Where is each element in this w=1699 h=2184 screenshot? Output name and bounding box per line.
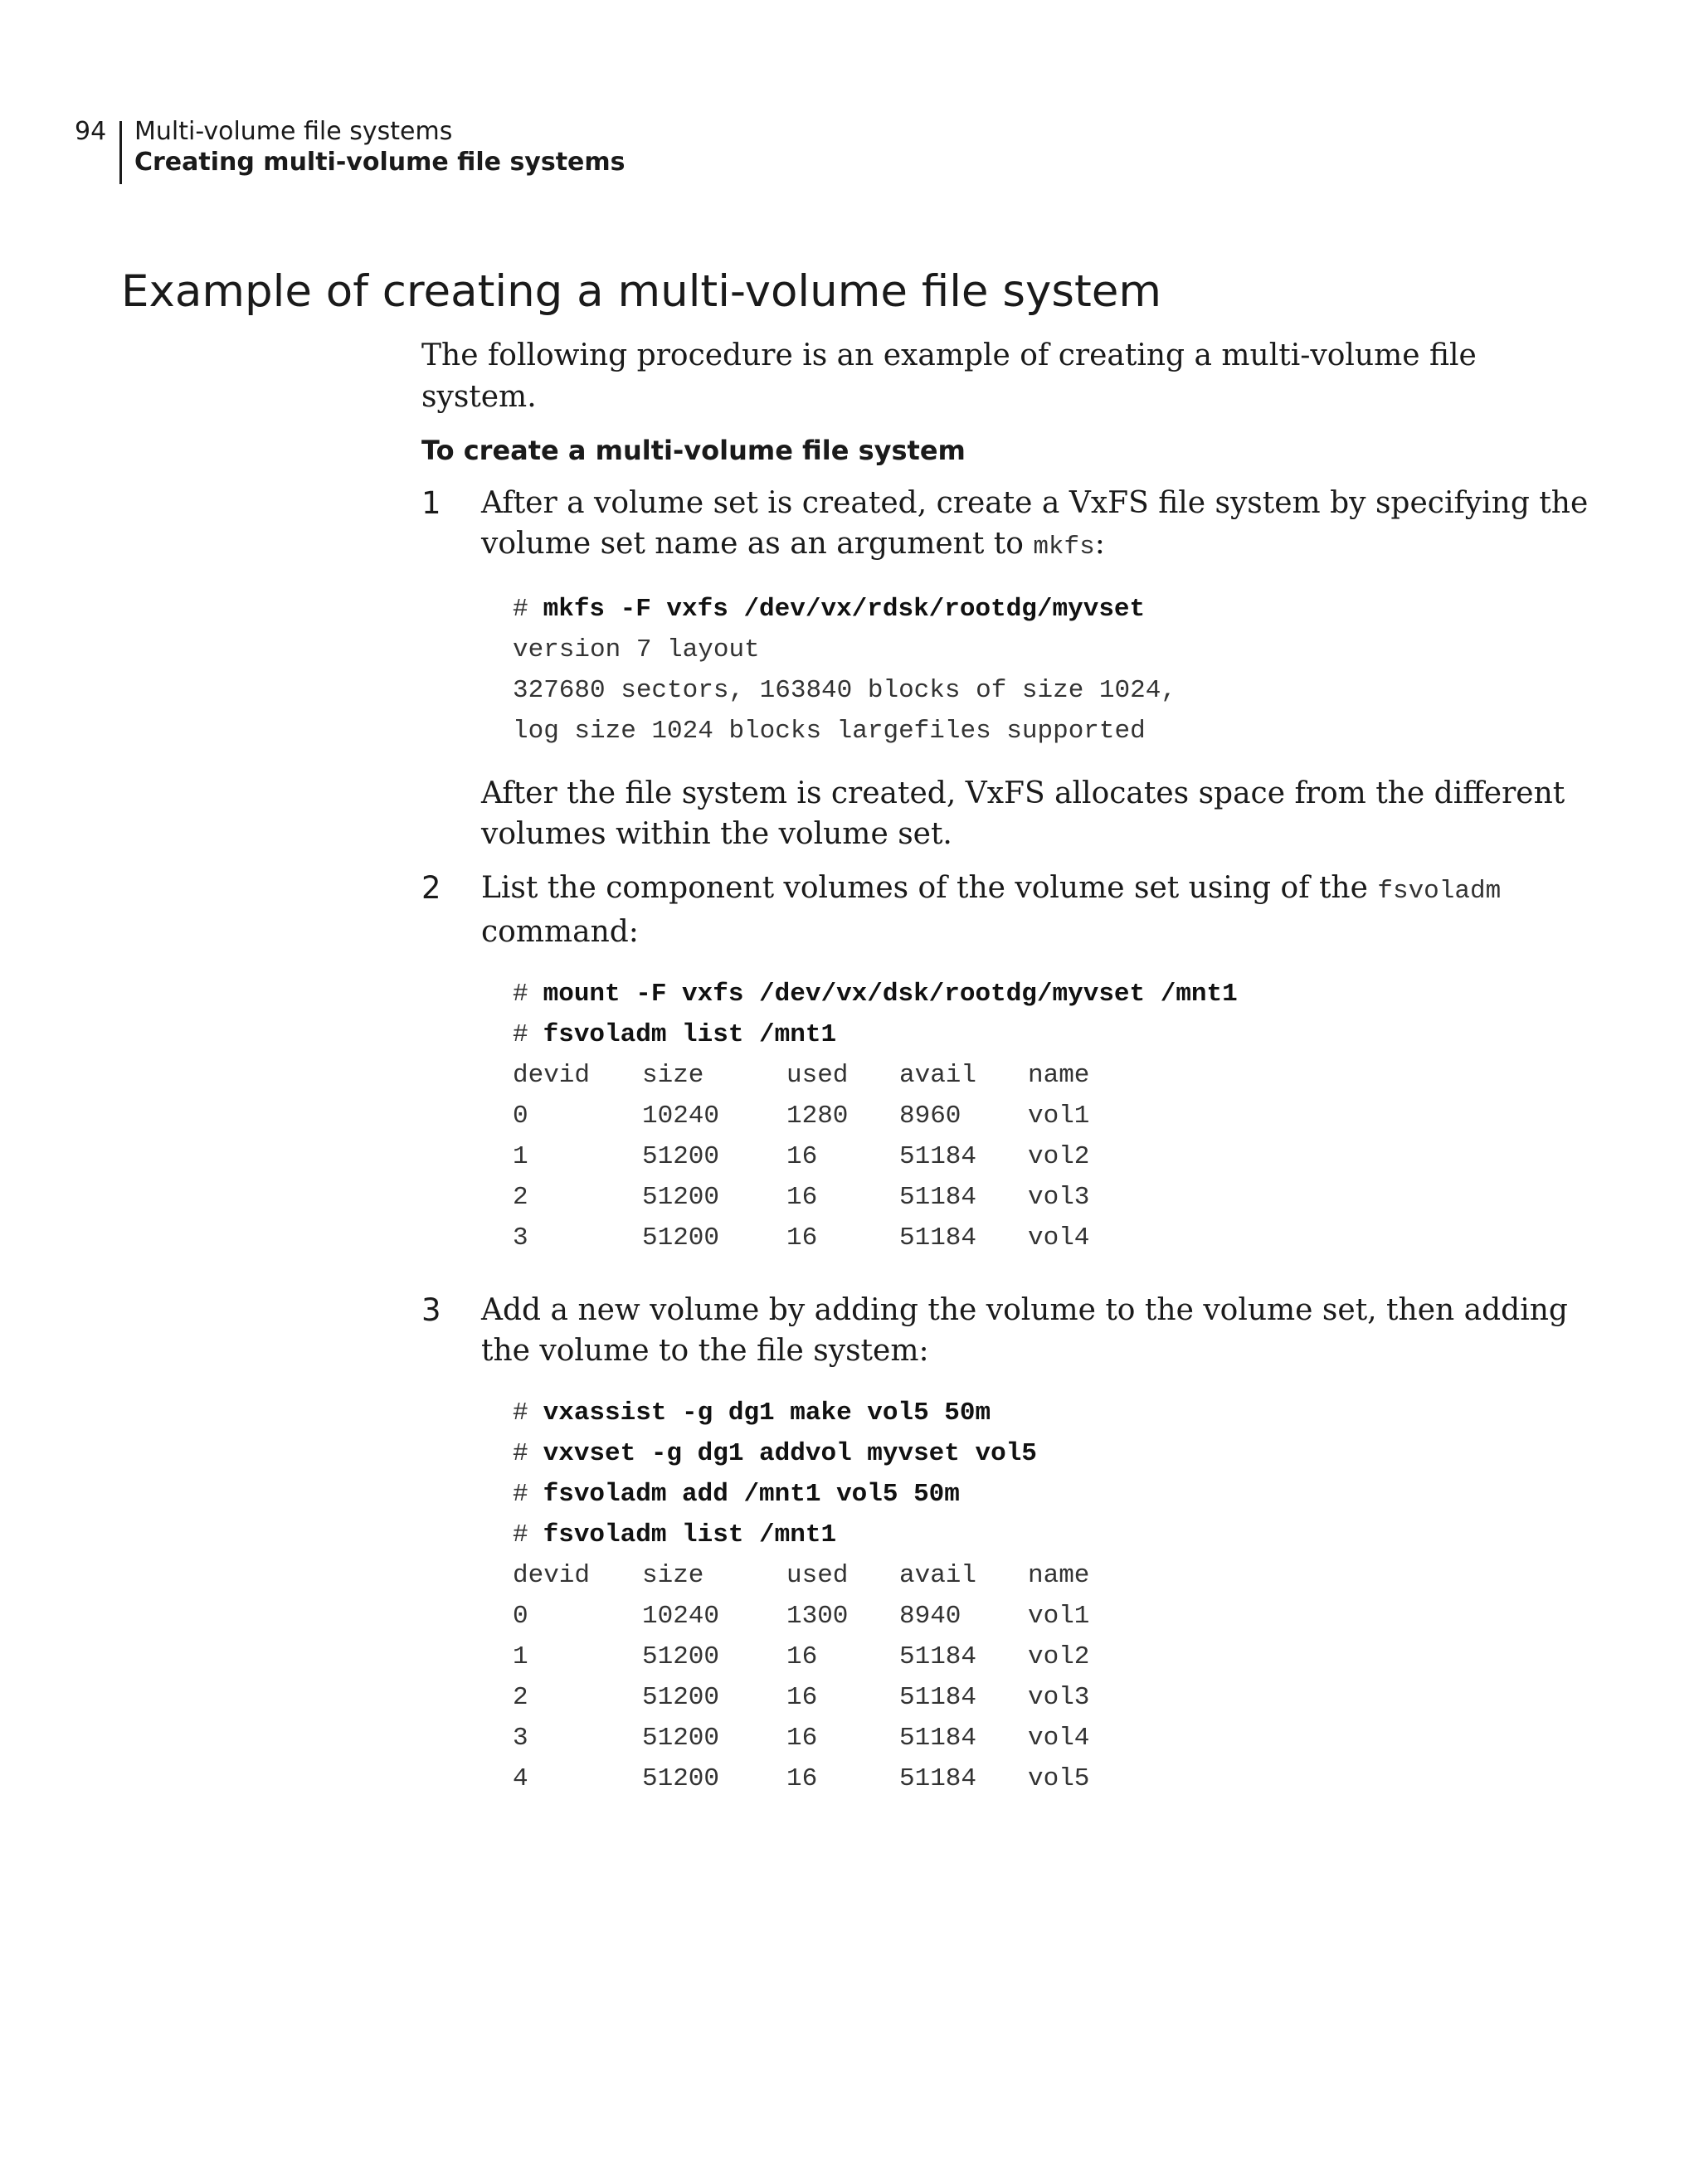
prompt: # [513,1480,528,1509]
prompt: # [513,595,528,624]
code-block [513,974,1599,1258]
table-row: 2 51200 16 51184 vol3 [513,1183,1090,1212]
prompt: # [513,1439,528,1468]
command-line [513,1433,1599,1474]
table-row: 2 51200 16 51184 vol3 [513,1683,1090,1712]
step-text: List the component volumes of the volume set using of the fsvoladm command: [481,871,1502,949]
command: fsvoladm list /mnt1 [543,1020,837,1049]
table-row: 0 10240 1280 8960 vol1 [513,1102,1090,1131]
procedure-title: To create a multi-volume file system [421,435,966,466]
intro-paragraph: The following procedure is an example of creating a multi-volume file system. [421,338,1477,414]
code-block [513,1393,1599,1799]
command-line [513,1014,1599,1055]
table-row: 3 51200 16 51184 vol4 [513,1223,1090,1253]
table-header-row: devid size used avail name [513,1561,1090,1590]
command: fsvoladm list /mnt1 [543,1520,837,1549]
table-header-row: devid size used avail name [513,1061,1090,1090]
command-line [513,1474,1599,1515]
table-row: 3 51200 16 51184 vol4 [513,1724,1090,1753]
prompt: # [513,1520,528,1549]
output-line: log size 1024 blocks largefiles supported [513,717,1146,746]
command: fsvoladm add /mnt1 vol5 50m [543,1480,960,1509]
step-text: After a volume set is created, create a VxFS file system by specifying the volume set name as an argument to mkfs: [481,486,1589,562]
code-block [513,589,1599,752]
output-line: version 7 layout [513,635,760,664]
output-line: 327680 sectors, 163840 blocks of size 1024, [513,676,1176,705]
prompt: # [513,1398,528,1428]
prompt: # [513,980,528,1009]
table-row: 0 10240 1300 8940 vol1 [513,1602,1090,1631]
step-number: 3 [421,1292,441,1328]
command: vxassist -g dg1 make vol5 50m [543,1398,991,1428]
inline-command: fsvoladm [1377,877,1502,906]
command-line [513,1393,1599,1433]
header-section: Creating multi-volume file systems [134,148,626,177]
main-content [421,335,1599,1821]
step-3 [421,1290,1599,1799]
command-line [513,974,1599,1014]
table-row: 1 51200 16 51184 vol2 [513,1142,1090,1171]
command: vxvset -g dg1 addvol myvset vol5 [543,1439,1037,1468]
header-text [134,116,626,178]
step-2 [421,868,1599,1258]
command: mount -F vxfs /dev/vx/dsk/rootdg/myvset /mnt1 [543,980,1238,1009]
step-1 [421,483,1599,854]
step-number: 2 [421,870,441,906]
table-row: 1 51200 16 51184 vol2 [513,1642,1090,1671]
page-number: 94 [75,117,107,146]
command-line [513,589,1599,630]
header-divider [119,121,122,184]
header-chapter: Multi-volume file systems [134,117,453,146]
step-followup-text: After the file system is created, VxFS allocates space from the different volumes within the volume set. [481,776,1565,851]
table-row: 4 51200 16 51184 vol5 [513,1764,1090,1793]
page-title: Example of creating a multi-volume file system [121,266,1161,317]
command-line [513,1515,1599,1555]
inline-command: mkfs [1033,533,1095,562]
command: mkfs -F vxfs /dev/vx/rdsk/rootdg/myvset [543,595,1146,624]
step-text: Add a new volume by adding the volume to the volume set, then adding the volume to the file system: [481,1293,1568,1368]
step-number: 1 [421,485,441,521]
prompt: # [513,1020,528,1049]
